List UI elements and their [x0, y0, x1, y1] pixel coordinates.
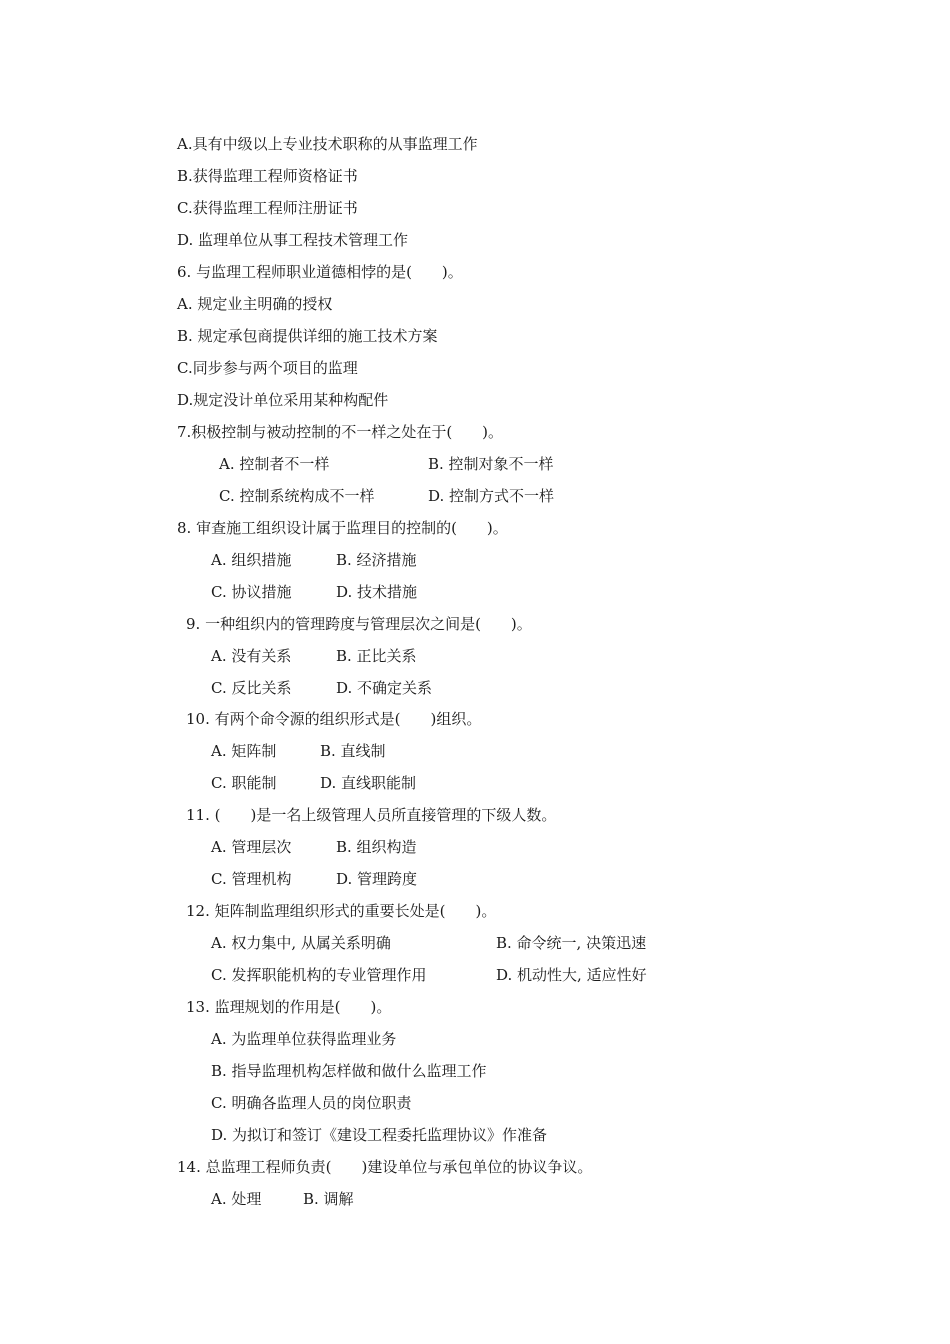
- option-a: A. 为监理单位获得监理业务: [211, 1030, 397, 1048]
- option-d: D. 技术措施: [336, 583, 418, 601]
- option-d: D. 为拟订和签订《建设工程委托监理协议》作准备: [211, 1126, 548, 1144]
- option-c: C. 协议措施: [211, 583, 292, 601]
- question-9: 9. 一种组织内的管理跨度与管理层次之间是( )。: [186, 615, 532, 633]
- option-b: B. 经济措施: [336, 551, 417, 569]
- question-12: 12. 矩阵制监理组织形式的重要长处是( )。: [186, 902, 497, 920]
- option-d: D. 管理跨度: [336, 870, 418, 888]
- option-b: B. 组织构造: [336, 838, 417, 856]
- question-14: 14. 总监理工程师负责( )建设单位与承包单位的协议争议。: [177, 1158, 593, 1176]
- question-7: 7.积极控制与被动控制的不一样之处在于( )。: [177, 423, 504, 441]
- option-c: C. 明确各监理人员的岗位职责: [211, 1094, 412, 1112]
- question-6: 6. 与监理工程师职业道德相悖的是( )。: [177, 263, 463, 281]
- option-a: A. 没有关系: [211, 647, 292, 665]
- option-b: B. 直线制: [320, 742, 386, 760]
- question-11: 11. ( )是一名上级管理人员所直接管理的下级人数。: [186, 806, 557, 824]
- option-a: A. 矩阵制: [211, 742, 277, 760]
- option-b: B. 正比关系: [336, 647, 417, 665]
- option-line: B.获得监理工程师资格证书: [177, 167, 358, 185]
- option-d: D. 机动性大, 适应性好: [496, 966, 647, 984]
- option-b: B. 控制对象不一样: [428, 455, 554, 473]
- option-line: B. 规定承包商提供详细的施工技术方案: [177, 327, 438, 345]
- option-line: C.获得监理工程师注册证书: [177, 199, 358, 217]
- option-line: A.具有中级以上专业技术职称的从事监理工作: [177, 135, 478, 153]
- option-a: A. 管理层次: [211, 838, 292, 856]
- option-a: A. 权力集中, 从属关系明确: [211, 934, 391, 952]
- option-c: C. 发挥职能机构的专业管理作用: [211, 966, 427, 984]
- option-c: C. 职能制: [211, 774, 277, 792]
- option-a: A. 处理: [211, 1190, 262, 1208]
- question-13: 13. 监理规划的作用是( )。: [186, 998, 392, 1016]
- option-b: B. 调解: [303, 1190, 354, 1208]
- option-line: C.同步参与两个项目的监理: [177, 359, 358, 377]
- option-d: D. 控制方式不一样: [428, 487, 555, 505]
- option-c: C. 控制系统构成不一样: [219, 487, 375, 505]
- question-8: 8. 审查施工组织设计属于监理目的控制的( )。: [177, 519, 508, 537]
- option-a: A. 控制者不一样: [219, 455, 330, 473]
- option-d: D. 不确定关系: [336, 679, 433, 697]
- option-c: C. 管理机构: [211, 870, 292, 888]
- option-line: D. 监理单位从事工程技术管理工作: [177, 231, 409, 249]
- option-line: A. 规定业主明确的授权: [177, 295, 333, 313]
- option-d: D. 直线职能制: [320, 774, 417, 792]
- option-c: C. 反比关系: [211, 679, 292, 697]
- option-line: D.规定没计单位采用某种构配件: [177, 391, 389, 409]
- question-10: 10. 有两个命令源的组织形式是( )组织。: [186, 710, 482, 728]
- option-a: A. 组织措施: [211, 551, 292, 569]
- option-b: B. 指导监理机构怎样做和做什么监理工作: [211, 1062, 487, 1080]
- option-b: B. 命令统一, 决策迅速: [496, 934, 647, 952]
